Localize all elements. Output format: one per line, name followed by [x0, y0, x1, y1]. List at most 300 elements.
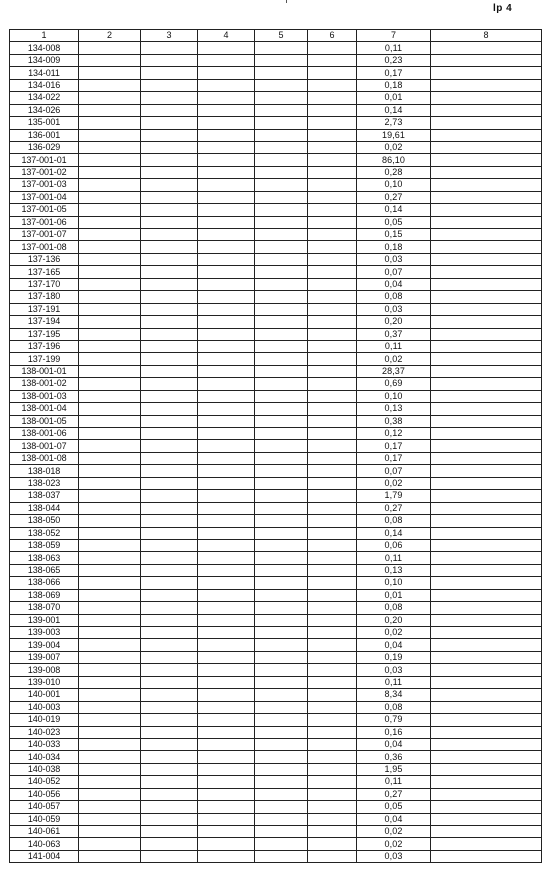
area-value-cell: 0,05 [357, 801, 431, 813]
empty-cell [79, 577, 141, 589]
area-value-cell: 0,02 [357, 141, 431, 153]
empty-cell [308, 42, 357, 54]
empty-cell [141, 515, 198, 527]
empty-cell [255, 627, 308, 639]
empty-cell [79, 266, 141, 278]
empty-cell [79, 552, 141, 564]
empty-cell [79, 564, 141, 576]
area-value-cell: 0,38 [357, 415, 431, 427]
empty-cell [79, 241, 141, 253]
empty-cell [141, 54, 198, 66]
area-value-cell: 0,20 [357, 614, 431, 626]
empty-cell [255, 539, 308, 551]
empty-cell [198, 577, 255, 589]
table-row [10, 291, 542, 303]
empty-cell [255, 813, 308, 825]
empty-cell [255, 689, 308, 701]
table-row [10, 415, 542, 427]
empty-cell [255, 340, 308, 352]
table-row [10, 539, 542, 551]
empty-cell [308, 813, 357, 825]
area-value-cell: 0,02 [357, 477, 431, 489]
empty-cell [141, 316, 198, 328]
empty-cell [431, 154, 542, 166]
empty-cell [431, 241, 542, 253]
empty-cell [141, 129, 198, 141]
empty-cell [255, 639, 308, 651]
empty-cell [79, 117, 141, 129]
area-value-cell: 0,02 [357, 353, 431, 365]
area-value-cell: 2,73 [357, 117, 431, 129]
area-value-cell: 0,12 [357, 428, 431, 440]
area-value-cell: 0,08 [357, 291, 431, 303]
empty-cell [79, 154, 141, 166]
empty-cell [308, 428, 357, 440]
column-header-6: 6 [308, 30, 357, 42]
parcel-code-cell: 138-066 [10, 577, 79, 589]
empty-cell [79, 627, 141, 639]
empty-cell [255, 763, 308, 775]
area-value-cell: 0,11 [357, 676, 431, 688]
empty-cell [141, 627, 198, 639]
empty-cell [308, 465, 357, 477]
empty-cell [431, 527, 542, 539]
empty-cell [431, 465, 542, 477]
table-row [10, 465, 542, 477]
column-header-5: 5 [255, 30, 308, 42]
parcel-code-cell: 137-180 [10, 291, 79, 303]
empty-cell [308, 92, 357, 104]
parcel-table [9, 29, 542, 863]
empty-cell [255, 452, 308, 464]
parcel-code-cell: 139-004 [10, 639, 79, 651]
empty-cell [255, 527, 308, 539]
empty-cell [308, 67, 357, 79]
empty-cell [141, 726, 198, 738]
empty-cell [198, 179, 255, 191]
column-header-4: 4 [198, 30, 255, 42]
empty-cell [141, 602, 198, 614]
area-value-cell: 0,10 [357, 179, 431, 191]
empty-cell [141, 465, 198, 477]
empty-cell [198, 614, 255, 626]
empty-cell [431, 117, 542, 129]
empty-cell [79, 428, 141, 440]
empty-cell [431, 838, 542, 850]
empty-cell [308, 266, 357, 278]
empty-cell [255, 776, 308, 788]
empty-cell [198, 204, 255, 216]
empty-cell [308, 129, 357, 141]
table-row [10, 763, 542, 775]
parcel-code-cell: 138-050 [10, 515, 79, 527]
empty-cell [79, 166, 141, 178]
table-row [10, 340, 542, 352]
empty-cell [141, 415, 198, 427]
empty-cell [308, 539, 357, 551]
parcel-code-cell: 140-061 [10, 826, 79, 838]
empty-cell [255, 353, 308, 365]
empty-cell [255, 390, 308, 402]
empty-cell [198, 378, 255, 390]
empty-cell [198, 627, 255, 639]
empty-cell [198, 539, 255, 551]
table-row [10, 726, 542, 738]
empty-cell [431, 714, 542, 726]
empty-cell [308, 166, 357, 178]
empty-cell [79, 664, 141, 676]
empty-cell [198, 104, 255, 116]
table-row [10, 79, 542, 91]
empty-cell [308, 552, 357, 564]
empty-cell [141, 552, 198, 564]
empty-cell [79, 340, 141, 352]
empty-cell [79, 403, 141, 415]
parcel-code-cell: 138-018 [10, 465, 79, 477]
empty-cell [431, 403, 542, 415]
empty-cell [141, 104, 198, 116]
table-row [10, 266, 542, 278]
area-value-cell: 0,23 [357, 54, 431, 66]
parcel-code-cell: 137-001-07 [10, 229, 79, 241]
empty-cell [141, 850, 198, 862]
area-value-cell: 0,04 [357, 813, 431, 825]
empty-cell [255, 266, 308, 278]
table-row [10, 129, 542, 141]
table-row [10, 365, 542, 377]
empty-cell [308, 627, 357, 639]
empty-cell [431, 390, 542, 402]
empty-cell [308, 415, 357, 427]
empty-cell [255, 714, 308, 726]
empty-cell [198, 191, 255, 203]
empty-cell [308, 104, 357, 116]
empty-cell [198, 278, 255, 290]
area-value-cell: 0,18 [357, 241, 431, 253]
empty-cell [431, 564, 542, 576]
table-row [10, 714, 542, 726]
empty-cell [255, 92, 308, 104]
parcel-code-cell: 134-008 [10, 42, 79, 54]
area-value-cell: 19,61 [357, 129, 431, 141]
empty-cell [141, 166, 198, 178]
empty-cell [79, 490, 141, 502]
empty-cell [79, 701, 141, 713]
column-header-7: 7 [357, 30, 431, 42]
empty-cell [79, 79, 141, 91]
empty-cell [79, 54, 141, 66]
empty-cell [141, 117, 198, 129]
area-value-cell: 0,02 [357, 838, 431, 850]
area-value-cell: 0,04 [357, 278, 431, 290]
empty-cell [255, 515, 308, 527]
table-row [10, 440, 542, 452]
area-value-cell: 0,04 [357, 738, 431, 750]
empty-cell [308, 564, 357, 576]
empty-cell [198, 166, 255, 178]
empty-cell [198, 602, 255, 614]
empty-cell [141, 390, 198, 402]
empty-cell [255, 291, 308, 303]
area-value-cell: 0,01 [357, 92, 431, 104]
empty-cell [141, 490, 198, 502]
empty-cell [79, 465, 141, 477]
area-value-cell: 0,02 [357, 627, 431, 639]
empty-cell [79, 751, 141, 763]
empty-cell [198, 776, 255, 788]
empty-cell [79, 738, 141, 750]
parcel-code-cell: 138-001-02 [10, 378, 79, 390]
parcel-code-cell: 137-191 [10, 303, 79, 315]
table-row [10, 801, 542, 813]
empty-cell [308, 403, 357, 415]
area-value-cell: 0,14 [357, 527, 431, 539]
empty-cell [308, 738, 357, 750]
parcel-code-cell: 134-011 [10, 67, 79, 79]
area-value-cell: 0,01 [357, 589, 431, 601]
area-value-cell: 0,16 [357, 726, 431, 738]
empty-cell [431, 826, 542, 838]
empty-cell [79, 452, 141, 464]
area-value-cell: 0,28 [357, 166, 431, 178]
empty-cell [308, 776, 357, 788]
table-row [10, 229, 542, 241]
table-row [10, 614, 542, 626]
empty-cell [198, 751, 255, 763]
empty-cell [308, 726, 357, 738]
column-header-3: 3 [141, 30, 198, 42]
empty-cell [141, 701, 198, 713]
area-value-cell: 0,10 [357, 577, 431, 589]
empty-cell [79, 365, 141, 377]
parcel-code-cell: 138-001-06 [10, 428, 79, 440]
empty-cell [79, 303, 141, 315]
area-value-cell: 0,13 [357, 403, 431, 415]
area-value-cell: 0,08 [357, 602, 431, 614]
area-value-cell: 0,14 [357, 204, 431, 216]
empty-cell [308, 229, 357, 241]
empty-cell [431, 129, 542, 141]
area-value-cell: 0,18 [357, 79, 431, 91]
table-row [10, 141, 542, 153]
empty-cell [141, 440, 198, 452]
area-value-cell: 0,19 [357, 651, 431, 663]
table-row [10, 191, 542, 203]
table-row [10, 42, 542, 54]
empty-cell [141, 788, 198, 800]
empty-cell [79, 801, 141, 813]
parcel-code-cell: 137-194 [10, 316, 79, 328]
empty-cell [198, 440, 255, 452]
table-row [10, 515, 542, 527]
table-row [10, 689, 542, 701]
empty-cell [255, 676, 308, 688]
empty-cell [431, 353, 542, 365]
parcel-code-cell: 137-001-08 [10, 241, 79, 253]
empty-cell [255, 428, 308, 440]
empty-cell [198, 763, 255, 775]
empty-cell [141, 676, 198, 688]
area-value-cell: 0,79 [357, 714, 431, 726]
empty-cell [255, 589, 308, 601]
empty-cell [141, 340, 198, 352]
empty-cell [141, 714, 198, 726]
empty-cell [198, 850, 255, 862]
empty-cell [79, 179, 141, 191]
table-row [10, 552, 542, 564]
empty-cell [141, 141, 198, 153]
area-value-cell: 28,37 [357, 365, 431, 377]
area-value-cell: 0,20 [357, 316, 431, 328]
empty-cell [308, 763, 357, 775]
table-row [10, 826, 542, 838]
parcel-code-cell: 140-023 [10, 726, 79, 738]
empty-cell [431, 365, 542, 377]
table-row [10, 813, 542, 825]
empty-cell [308, 589, 357, 601]
empty-cell [198, 826, 255, 838]
empty-cell [431, 639, 542, 651]
empty-cell [255, 726, 308, 738]
empty-cell [141, 42, 198, 54]
empty-cell [308, 278, 357, 290]
empty-cell [79, 539, 141, 551]
area-value-cell: 0,02 [357, 826, 431, 838]
parcel-code-cell: 139-001 [10, 614, 79, 626]
empty-cell [79, 763, 141, 775]
empty-cell [255, 129, 308, 141]
empty-cell [308, 838, 357, 850]
table-row [10, 92, 542, 104]
empty-cell [198, 316, 255, 328]
table-row [10, 701, 542, 713]
empty-cell [198, 340, 255, 352]
empty-cell [431, 278, 542, 290]
parcel-code-cell: 138-069 [10, 589, 79, 601]
empty-cell [198, 801, 255, 813]
table-row [10, 154, 542, 166]
empty-cell [198, 452, 255, 464]
empty-cell [79, 477, 141, 489]
empty-cell [255, 788, 308, 800]
empty-cell [79, 788, 141, 800]
empty-cell [431, 340, 542, 352]
empty-cell [255, 191, 308, 203]
empty-cell [308, 639, 357, 651]
empty-cell [141, 776, 198, 788]
parcel-code-cell: 137-199 [10, 353, 79, 365]
empty-cell [198, 92, 255, 104]
parcel-code-cell: 138-001-03 [10, 390, 79, 402]
empty-cell [255, 502, 308, 514]
table-row [10, 502, 542, 514]
parcel-code-cell: 140-033 [10, 738, 79, 750]
empty-cell [141, 229, 198, 241]
parcel-code-cell: 136-001 [10, 129, 79, 141]
empty-cell [141, 664, 198, 676]
empty-cell [308, 253, 357, 265]
table-row [10, 589, 542, 601]
parcel-code-cell: 134-026 [10, 104, 79, 116]
empty-cell [308, 291, 357, 303]
table-row [10, 104, 542, 116]
empty-cell [255, 415, 308, 427]
parcel-code-cell: 139-008 [10, 664, 79, 676]
table-row [10, 564, 542, 576]
empty-cell [255, 440, 308, 452]
empty-cell [308, 340, 357, 352]
empty-cell [308, 577, 357, 589]
empty-cell [308, 216, 357, 228]
empty-cell [255, 204, 308, 216]
header-row [10, 30, 542, 42]
empty-cell [308, 328, 357, 340]
empty-cell [308, 179, 357, 191]
empty-cell [141, 577, 198, 589]
empty-cell [198, 477, 255, 489]
area-value-cell: 0,69 [357, 378, 431, 390]
empty-cell [255, 838, 308, 850]
parcel-code-cell: 140-052 [10, 776, 79, 788]
empty-cell [308, 676, 357, 688]
table-row [10, 850, 542, 862]
area-value-cell: 0,17 [357, 440, 431, 452]
empty-cell [141, 67, 198, 79]
empty-cell [431, 328, 542, 340]
empty-cell [141, 253, 198, 265]
empty-cell [141, 801, 198, 813]
area-value-cell: 0,04 [357, 639, 431, 651]
empty-cell [431, 801, 542, 813]
parcel-code-cell: 137-170 [10, 278, 79, 290]
parcel-code-cell: 139-010 [10, 676, 79, 688]
empty-cell [431, 452, 542, 464]
table-row [10, 328, 542, 340]
empty-cell [79, 253, 141, 265]
empty-cell [198, 428, 255, 440]
empty-cell [255, 328, 308, 340]
empty-cell [79, 390, 141, 402]
empty-cell [198, 154, 255, 166]
empty-cell [255, 490, 308, 502]
empty-cell [198, 67, 255, 79]
empty-cell [308, 440, 357, 452]
parcel-code-cell: 137-165 [10, 266, 79, 278]
table-row [10, 278, 542, 290]
empty-cell [198, 465, 255, 477]
empty-cell [308, 141, 357, 153]
table-row [10, 241, 542, 253]
empty-cell [308, 689, 357, 701]
area-value-cell: 0,11 [357, 776, 431, 788]
area-value-cell: 0,03 [357, 850, 431, 862]
empty-cell [431, 291, 542, 303]
table-row [10, 378, 542, 390]
empty-cell [141, 216, 198, 228]
empty-cell [198, 390, 255, 402]
empty-cell [198, 241, 255, 253]
empty-cell [79, 378, 141, 390]
empty-cell [141, 365, 198, 377]
area-value-cell: 0,15 [357, 229, 431, 241]
table-row [10, 627, 542, 639]
empty-cell [255, 465, 308, 477]
parcel-code-cell: 138-001-01 [10, 365, 79, 377]
empty-cell [308, 54, 357, 66]
area-value-cell: 0,03 [357, 664, 431, 676]
empty-cell [308, 826, 357, 838]
table-row [10, 303, 542, 315]
